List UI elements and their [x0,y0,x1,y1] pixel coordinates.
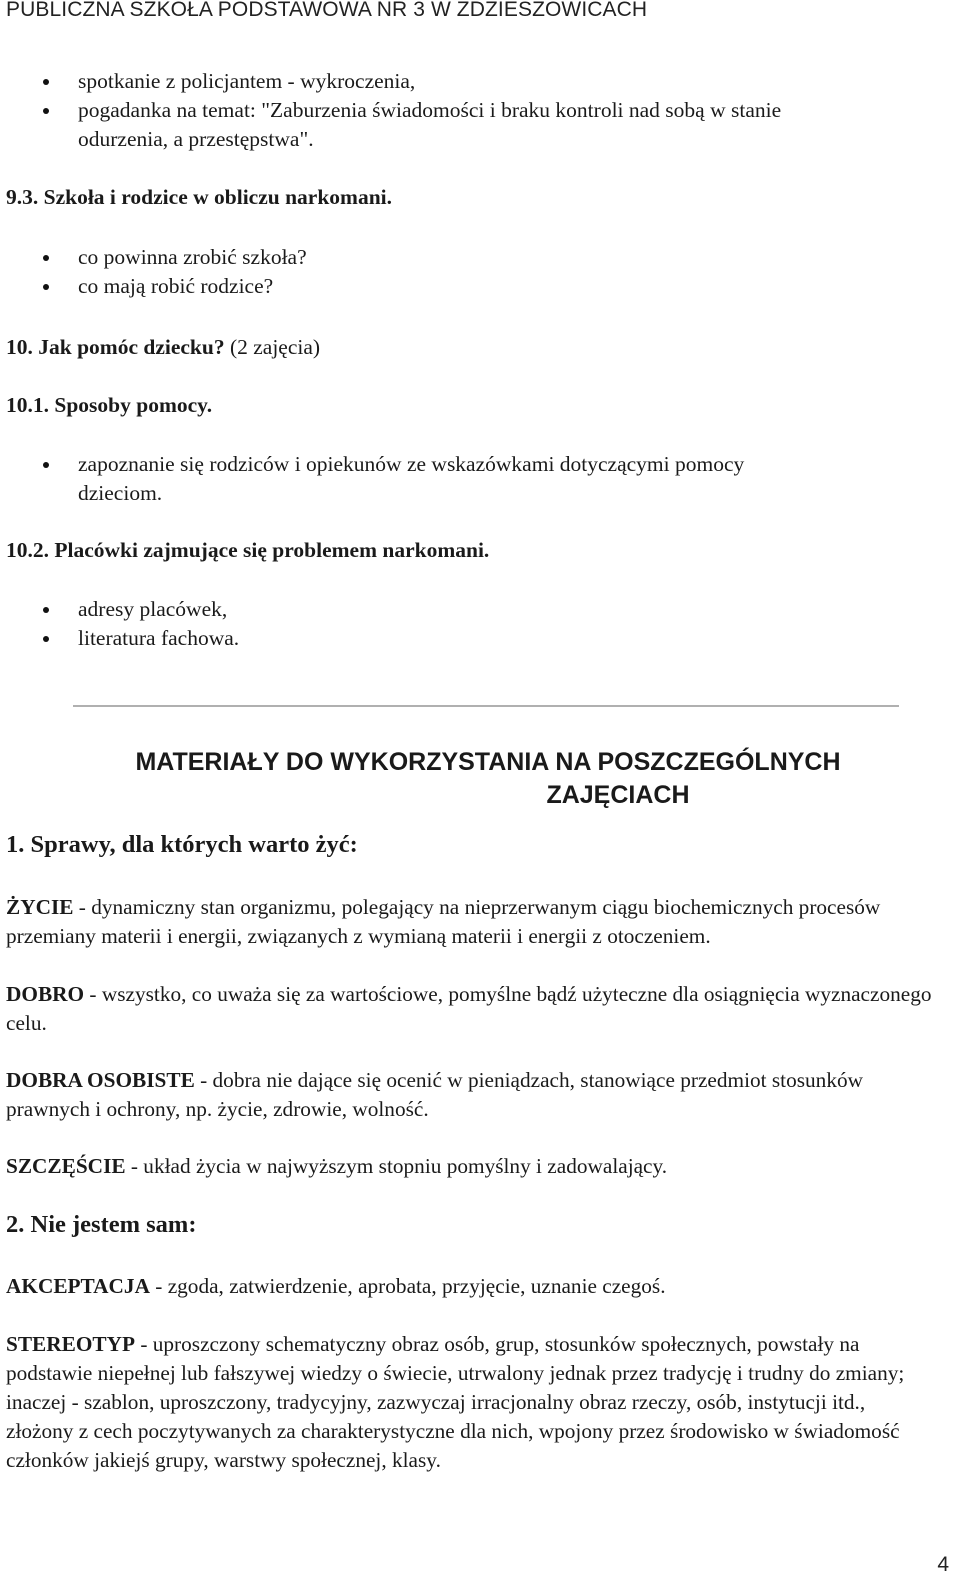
list-item-continuation: dzieciom. [78,481,163,505]
list-item: adresy placówek, [78,597,228,621]
bullet-icon [43,607,49,613]
list-item: literatura fachowa. [78,626,240,650]
materials-title: MATERIAŁY DO WYKORZYSTANIA NA POSZCZEGÓLNYCH ZAJĘCIACH [135,748,841,809]
horizontal-divider [73,705,899,707]
bullet-icon [43,462,49,468]
definition-szczescie: SZCZĘŚCIE - układ życia w najwyższym stopniu pomyślny i zadowalający. [6,1154,668,1178]
bullet-icon [43,108,49,114]
page-header: PUBLICZNA SZKOŁA PODSTAWOWA NR 3 W ZDZIESZOWICACH [6,0,648,21]
definition-akceptacja: AKCEPTACJA - zgoda, zatwierdzenie, aprobata, przyjęcie, uznanie czegoś. [6,1274,666,1298]
part-2-heading: 2. Nie jestem sam: [6,1211,197,1238]
page-number: 4 [937,1553,949,1576]
list-item: zapoznanie się rodziców i opiekunów ze wskazówkami dotyczącymi pomocy [78,452,745,476]
list-item-continuation: odurzenia, a przestępstwa". [78,127,314,151]
list-item: co powinna zrobić szkoła? [78,245,307,269]
bullet-icon [43,284,49,290]
bullet-icon [43,79,49,85]
list-item: pogadanka na temat: "Zaburzenia świadomości i braku kontroli nad sobą w stanie [78,98,782,122]
definition-stereotyp: STEREOTYP - uproszczony schematyczny obraz osób, grup, stosunków społecznych, powstały na podstawie niepełnej lub fałszywej wiedzy o świecie, utrwalony jednak przez tradycję i trudny do zmiany; inaczej - szablon, uproszczony, tradycyjny, zazwyczaj irracjonalny obraz rzeczy, osób, instytucji itd., złożony z cech poczytywanych za charakterystyczne dla nich, wpojony przez środowisko w świadomość członków jakiejś grupy, warstwy społecznej, klasy. [6,1332,905,1472]
list-item: spotkanie z policjantem - wykroczenia, [78,69,416,93]
definition-dobro: DOBRO - wszystko, co uważa się za wartościowe, pomyślne bądź użyteczne dla osiągnięcia wyznaczonego celu. [6,982,932,1035]
bullet-icon [43,255,49,261]
list-item: co mają robić rodzice? [78,274,274,298]
definition-zycie: ŻYCIE - dynamiczny stan organizmu, polegający na nieprzerwanym ciągu biochemicznych procesów przemiany materii i energii, związanych z wymianą materii i energii z otoczeniem. [6,895,881,948]
definition-dobra-osobiste: DOBRA OSOBISTE - dobra nie dające się ocenić w pieniądzach, stanowiące przedmiot stosunków prawnych i ochrony, np. życie, zdrowie, wolność. [6,1068,864,1121]
section-heading-10-1: 10.1. Sposoby pomocy. [6,393,213,417]
bullet-icon [43,636,49,642]
section-heading-9-3: 9.3. Szkoła i rodzice w obliczu narkomani. [6,185,393,209]
part-1-heading: 1. Sprawy, dla których warto żyć: [6,831,358,858]
section-heading-10: 10. Jak pomóc dziecku? (2 zajęcia) [6,335,321,359]
section-heading-10-2: 10.2. Placówki zajmujące się problemem narkomani. [6,538,490,562]
section-note: (2 zajęcia) [229,335,321,359]
